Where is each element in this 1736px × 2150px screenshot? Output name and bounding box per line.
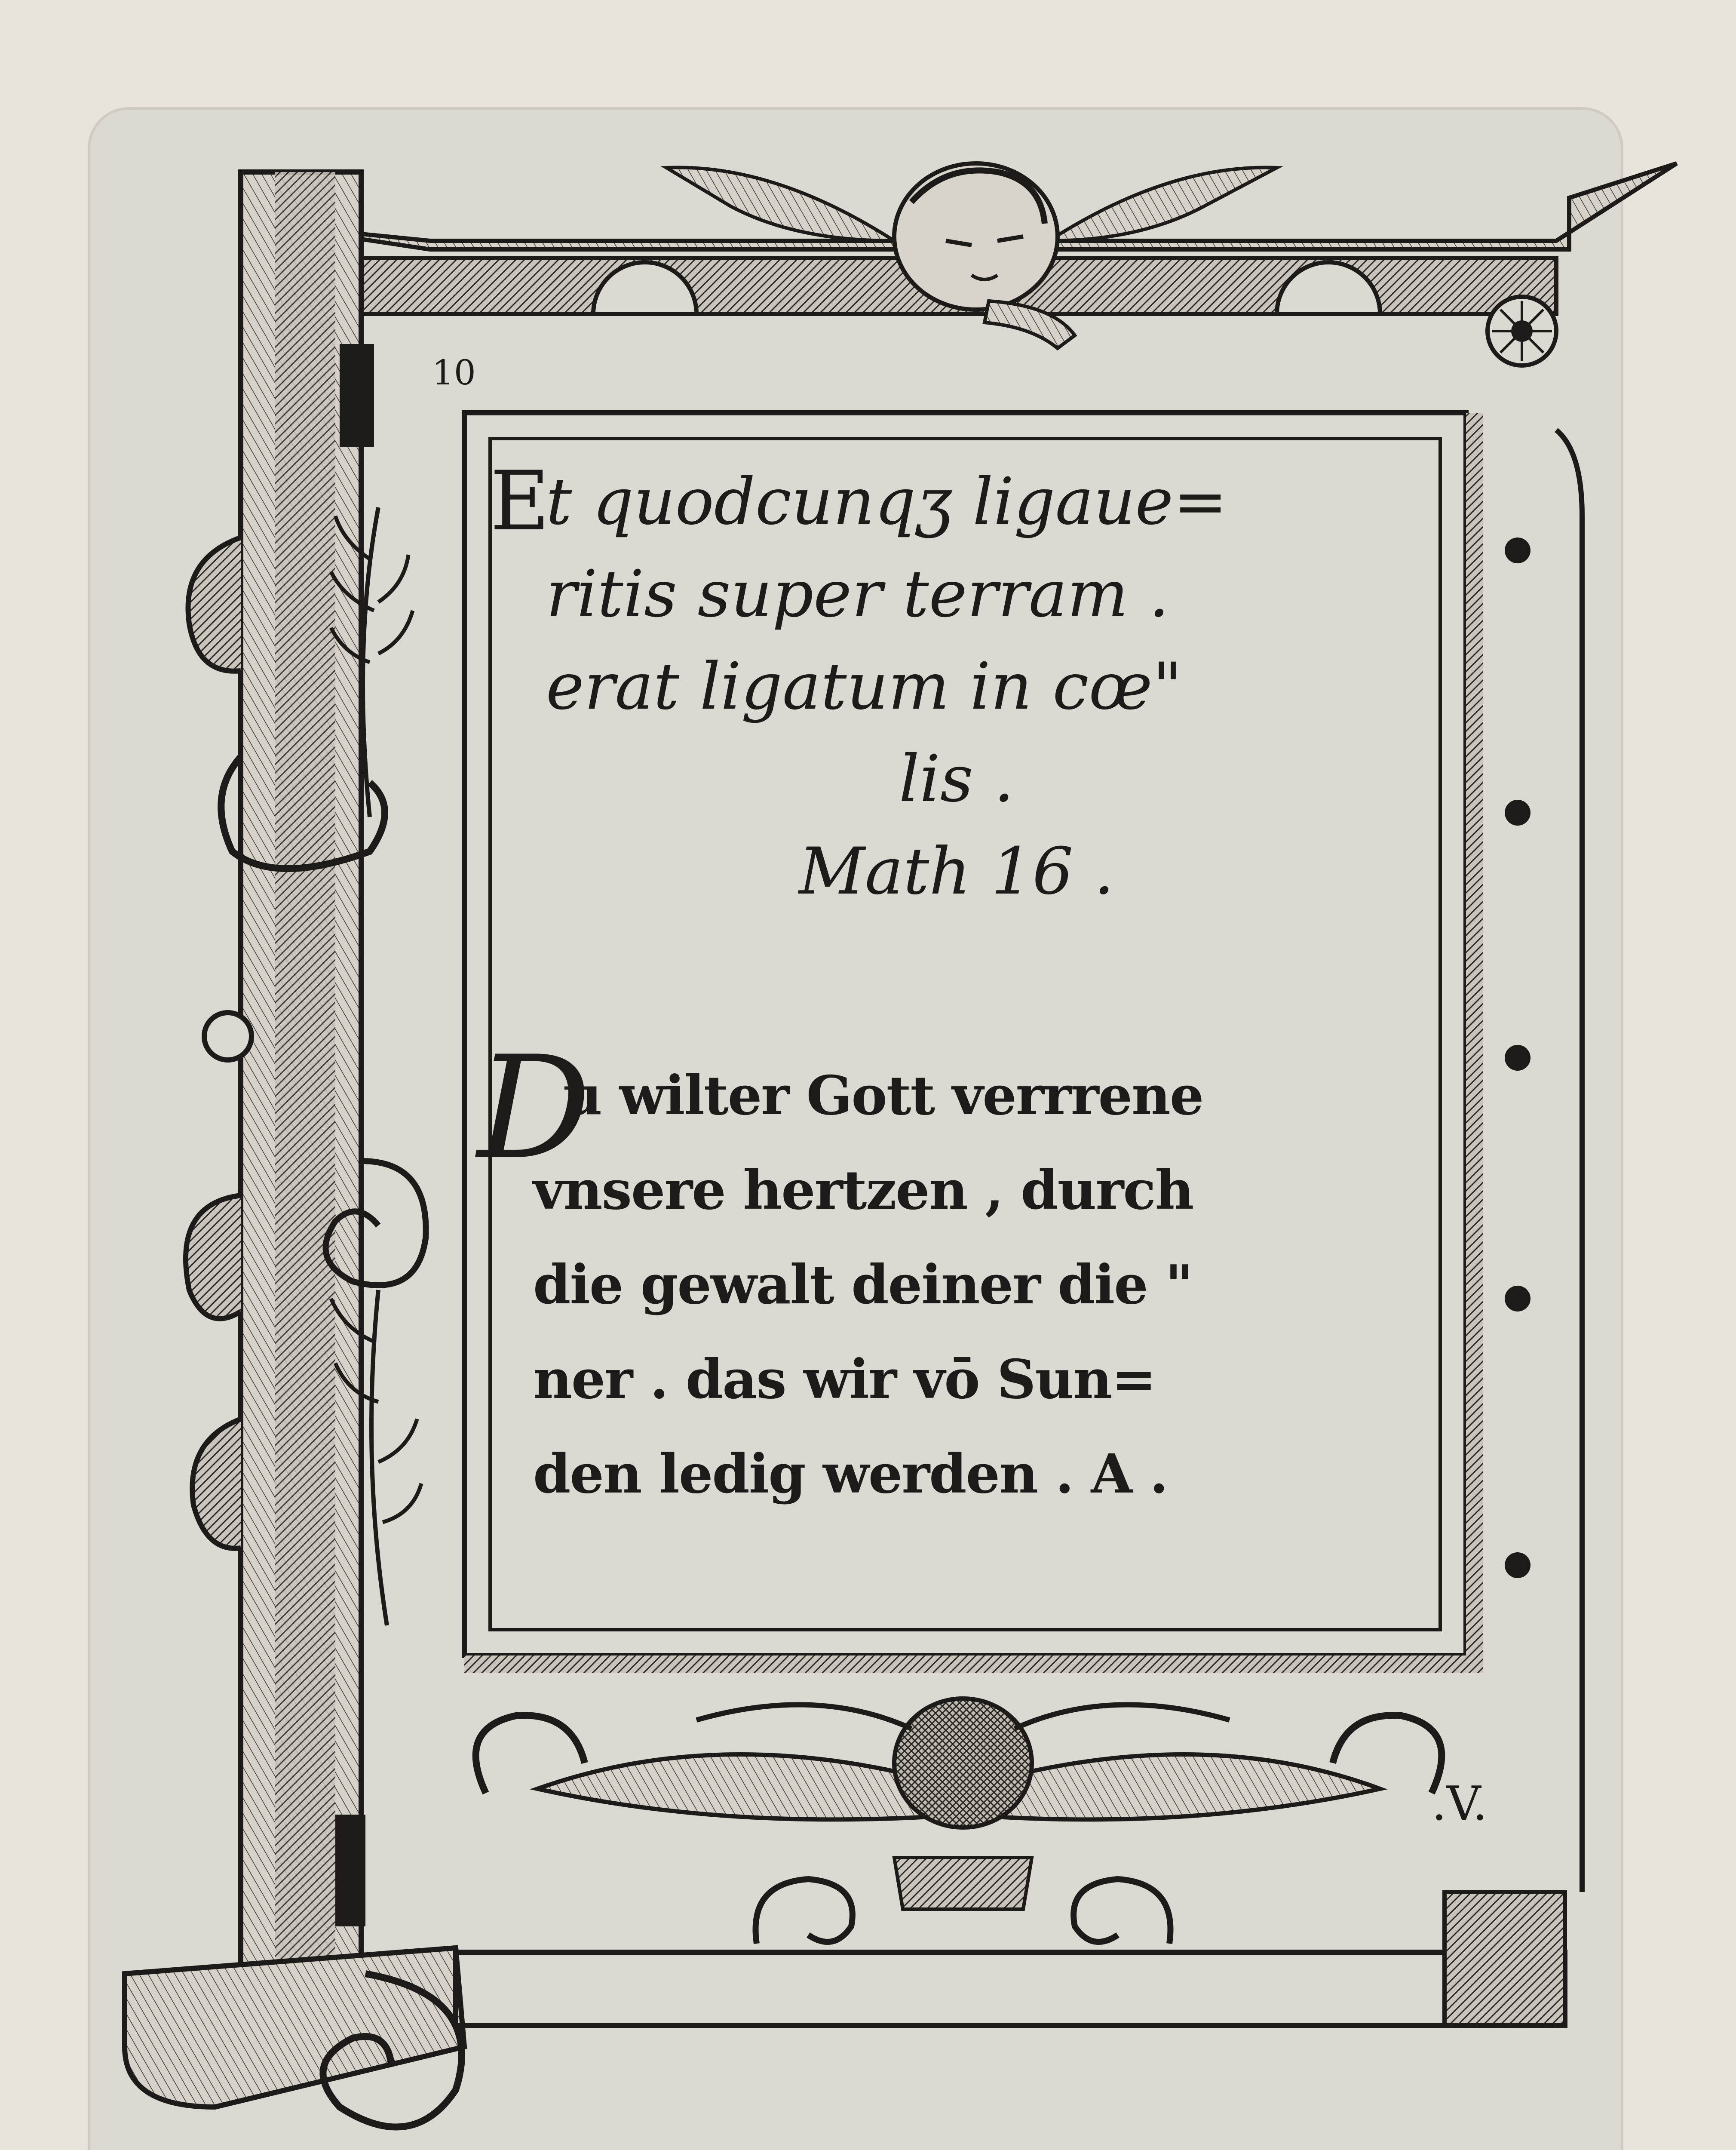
signature-mark: .V. xyxy=(1432,1776,1488,1831)
inscription-panel xyxy=(477,454,1423,1597)
latin-line-4: lis . xyxy=(899,742,1015,817)
german-initial: D xyxy=(477,1026,591,1191)
latin-line-1: t quodcunqʒ ligaue= xyxy=(546,464,1227,539)
german-line-5: den ledig werden . A . xyxy=(533,1443,1168,1505)
german-line-2: vnsere hertzen , durch xyxy=(533,1159,1193,1222)
page-number: 10 xyxy=(432,353,476,393)
latin-line-2: ritis super terram . xyxy=(546,557,1169,632)
right-frame xyxy=(1505,430,1582,1892)
rosette-ornament xyxy=(1488,297,1556,366)
left-column xyxy=(186,172,426,2055)
german-line-3: die gewalt deiner die " xyxy=(533,1253,1193,1316)
german-line-1: u wilter Gott verrrene xyxy=(563,1064,1203,1127)
german-line-4: ner . das wir vō Sun= xyxy=(533,1348,1156,1411)
foliage-mask-ornament xyxy=(476,1698,1442,1944)
latin-initial: E xyxy=(490,454,550,549)
latin-line-3: erat ligatum in cœ" xyxy=(546,649,1182,724)
citation-matthew: Math 16 . xyxy=(799,834,1114,909)
